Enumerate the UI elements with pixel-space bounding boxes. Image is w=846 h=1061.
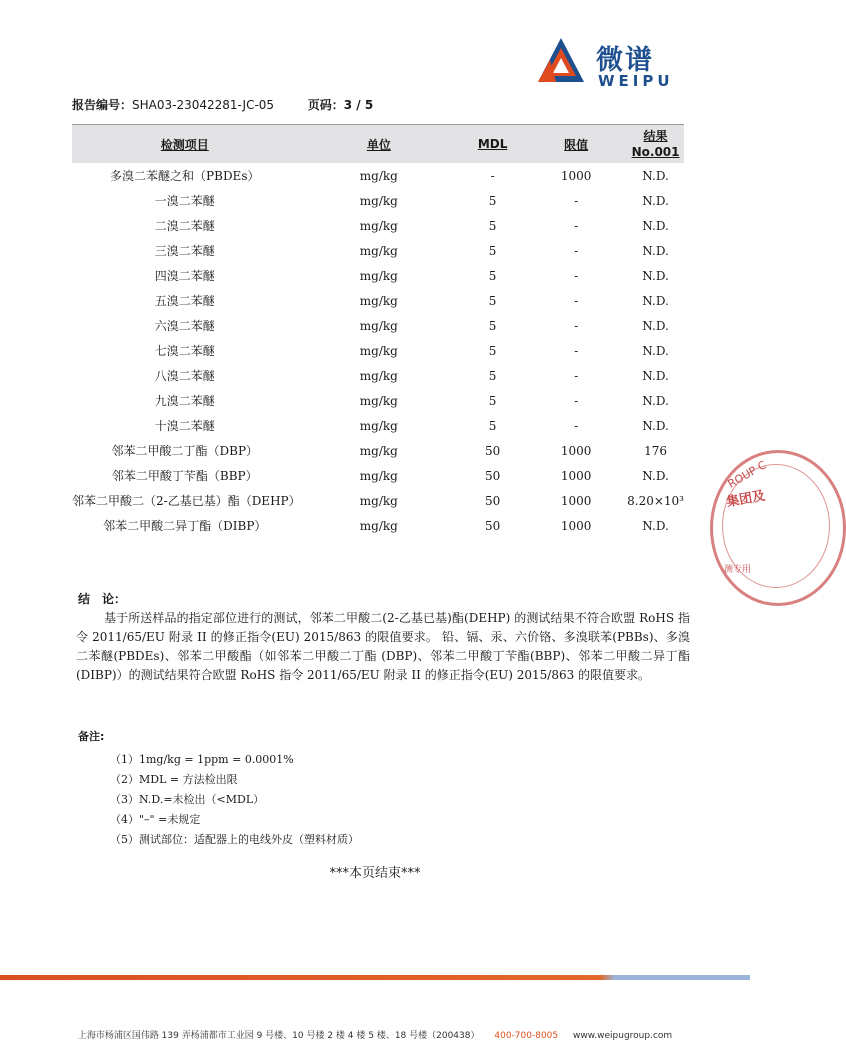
cell-result: 8.20×10³ (627, 493, 684, 508)
cell-mdl: 50 (484, 443, 501, 458)
cell-limit: - (574, 218, 579, 233)
cell-limit: - (574, 418, 579, 433)
cell-result: N.D. (642, 343, 669, 358)
cell-unit: mg/kg (359, 168, 398, 183)
logo-text-cn: 微谱 (596, 45, 654, 76)
note-item: （1）1mg/kg = 1ppm = 0.0001% (110, 753, 294, 766)
cell-unit: mg/kg (359, 243, 398, 258)
cell-item: 六溴二苯醚 (154, 319, 215, 333)
cell-result: N.D. (642, 393, 669, 408)
table-row (72, 338, 684, 363)
cell-unit: mg/kg (359, 518, 398, 533)
cell-result: N.D. (642, 518, 669, 533)
cell-item: 八溴二苯醚 (154, 369, 215, 383)
cell-item: 邻苯二甲酸丁苄酯（BBP） (111, 469, 258, 483)
cell-mdl: 5 (488, 243, 497, 258)
cell-mdl: 50 (484, 468, 501, 483)
cell-limit: 1000 (560, 493, 592, 508)
notes-list (78, 750, 359, 850)
page-number: 3 / 5 (343, 98, 374, 112)
cell-limit: 1000 (560, 168, 592, 183)
page-end-marker: ***本页结束*** (329, 866, 421, 881)
company-seal-stamp (682, 440, 822, 610)
notes-title: 备注: (78, 730, 105, 743)
cell-limit: - (574, 368, 579, 383)
cell-item: 二溴二苯醚 (154, 219, 215, 233)
table-row (72, 488, 684, 513)
cell-result: N.D. (642, 293, 669, 308)
cell-limit: 1000 (560, 518, 592, 533)
cell-unit: mg/kg (359, 343, 398, 358)
cell-result: N.D. (642, 318, 669, 333)
table-row (72, 438, 684, 463)
cell-limit: - (574, 293, 579, 308)
cell-unit: mg/kg (359, 318, 398, 333)
table-row (72, 238, 684, 263)
cell-unit: mg/kg (359, 468, 398, 483)
cell-item: 五溴二苯醚 (154, 294, 215, 308)
results-table (72, 124, 684, 538)
table-row (72, 388, 684, 413)
note-item: （3）N.D.=未检出（<MDL） (110, 793, 265, 806)
cell-item: 邻苯二甲酸二（2-乙基已基）酯（DEHP） (72, 494, 301, 508)
table-row (72, 363, 684, 388)
cell-limit: - (574, 343, 579, 358)
cell-result: N.D. (642, 368, 669, 383)
cell-item: 七溴二苯醚 (154, 344, 215, 358)
cell-limit: - (574, 393, 579, 408)
cell-mdl: 5 (488, 268, 497, 283)
table-row (72, 513, 684, 538)
footer-phone: 400-700-8005 (494, 1031, 559, 1041)
cell-mdl: 50 (484, 493, 501, 508)
table-header-row (72, 125, 684, 164)
cell-unit: mg/kg (359, 293, 398, 308)
logo-text-en: WEIPU (598, 72, 674, 90)
footer (0, 1028, 750, 1041)
note-item: （2）MDL = 方法检出限 (110, 773, 238, 786)
cell-limit: - (574, 193, 579, 208)
table-row (72, 163, 684, 188)
cell-mdl: 5 (488, 343, 497, 358)
logo-mark-icon (536, 36, 586, 86)
cell-mdl: 5 (488, 418, 497, 433)
footer-divider (0, 975, 750, 980)
notes-section (78, 728, 359, 850)
col-header-result-label: 结果 (643, 129, 668, 143)
company-logo (536, 34, 676, 94)
cell-item: 十溴二苯醚 (154, 419, 215, 433)
cell-unit: mg/kg (359, 268, 398, 283)
col-header-limit: 限值 (525, 125, 627, 164)
cell-result: N.D. (642, 218, 669, 233)
page-label: 页码： (307, 98, 344, 112)
table-row (72, 288, 684, 313)
stamp-text-3: 测专用 (724, 565, 752, 575)
cell-mdl: - (490, 168, 495, 183)
cell-limit: 1000 (560, 443, 592, 458)
col-header-unit: 单位 (298, 125, 461, 164)
col-header-result-sample: No.001 (631, 145, 680, 159)
cell-limit: 1000 (560, 468, 592, 483)
cell-unit: mg/kg (359, 493, 398, 508)
cell-result: N.D. (642, 168, 669, 183)
table-row (72, 263, 684, 288)
cell-mdl: 5 (488, 368, 497, 383)
report-info (72, 96, 373, 113)
cell-mdl: 5 (488, 218, 497, 233)
cell-mdl: 5 (488, 293, 497, 308)
note-item: （4）"–" =未规定 (110, 813, 201, 826)
cell-item: 九溴二苯醚 (154, 394, 215, 408)
cell-result: N.D. (642, 268, 669, 283)
cell-unit: mg/kg (359, 193, 398, 208)
note-item: （5）测试部位：适配器上的电线外皮（塑料材质） (110, 833, 359, 846)
cell-mdl: 50 (484, 518, 501, 533)
cell-unit: mg/kg (359, 218, 398, 233)
cell-result: N.D. (642, 418, 669, 433)
cell-mdl: 5 (488, 318, 497, 333)
cell-result: N.D. (642, 243, 669, 258)
conclusion-text: 基于所送样品的指定部位进行的测试，邻苯二甲酸二(2-乙基已基)酯(DEHP) 的测试结果不符合欧盟 RoHS 指令 2011/65/EU 附录 II 的修正指令(EU) 2015/863 的限值要求。 铅、镉、汞、六价铬、多溴联苯(PBBs)、多溴二苯醚(PBDEs)、邻苯二甲酸酯（如邻苯二甲酸二丁酯 (DBP)、邻苯二甲酸丁苄酯(BBP)、邻苯二甲酸二异丁酯(DIBP)）的测试结果符合欧盟 RoHS 指令 2011/65/EU 附录 II 的修正指令(EU) 2015/863 的限值要求。 (76, 611, 690, 682)
cell-mdl: 5 (488, 393, 497, 408)
col-header-mdl: MDL (460, 125, 525, 164)
cell-unit: mg/kg (359, 393, 398, 408)
conclusion-section (78, 590, 690, 685)
col-header-item: 检测项目 (72, 125, 298, 164)
cell-limit: - (574, 318, 579, 333)
col-header-result (627, 125, 684, 164)
cell-item: 邻苯二甲酸二丁酯（DBP） (111, 444, 259, 458)
table-row (72, 213, 684, 238)
table-row (72, 188, 684, 213)
table-row (72, 463, 684, 488)
stamp-text-1: ROUP C (725, 458, 769, 491)
table-row (72, 413, 684, 438)
cell-unit: mg/kg (359, 368, 398, 383)
cell-item: 四溴二苯醚 (154, 269, 215, 283)
cell-result: N.D. (642, 468, 669, 483)
report-no: SHA03-23042281-JC-05 (132, 98, 275, 112)
footer-address: 上海市杨浦区国伟路 139 弄杨浦都市工业园 9 号楼、10 号楼 2 楼 4 楼 5 楼、18 号楼（200438） (77, 1031, 480, 1041)
cell-result: N.D. (642, 193, 669, 208)
cell-limit: - (574, 268, 579, 283)
cell-result: 176 (644, 443, 668, 458)
cell-item: 三溴二苯醚 (154, 244, 215, 258)
table-row (72, 313, 684, 338)
cell-item: 邻苯二甲酸二异丁酯（DIBP） (103, 519, 267, 533)
report-no-label: 报告编号： (72, 98, 133, 112)
footer-website: www.weipugroup.com (573, 1031, 673, 1041)
cell-limit: - (574, 243, 579, 258)
cell-item: 多溴二苯醚之和（PBDEs） (110, 169, 260, 183)
cell-unit: mg/kg (359, 443, 398, 458)
cell-item: 一溴二苯醚 (154, 194, 215, 208)
stamp-text-2: 集团及 (725, 488, 767, 511)
cell-mdl: 5 (488, 193, 497, 208)
conclusion-title: 结 论： (78, 592, 127, 606)
cell-unit: mg/kg (359, 418, 398, 433)
